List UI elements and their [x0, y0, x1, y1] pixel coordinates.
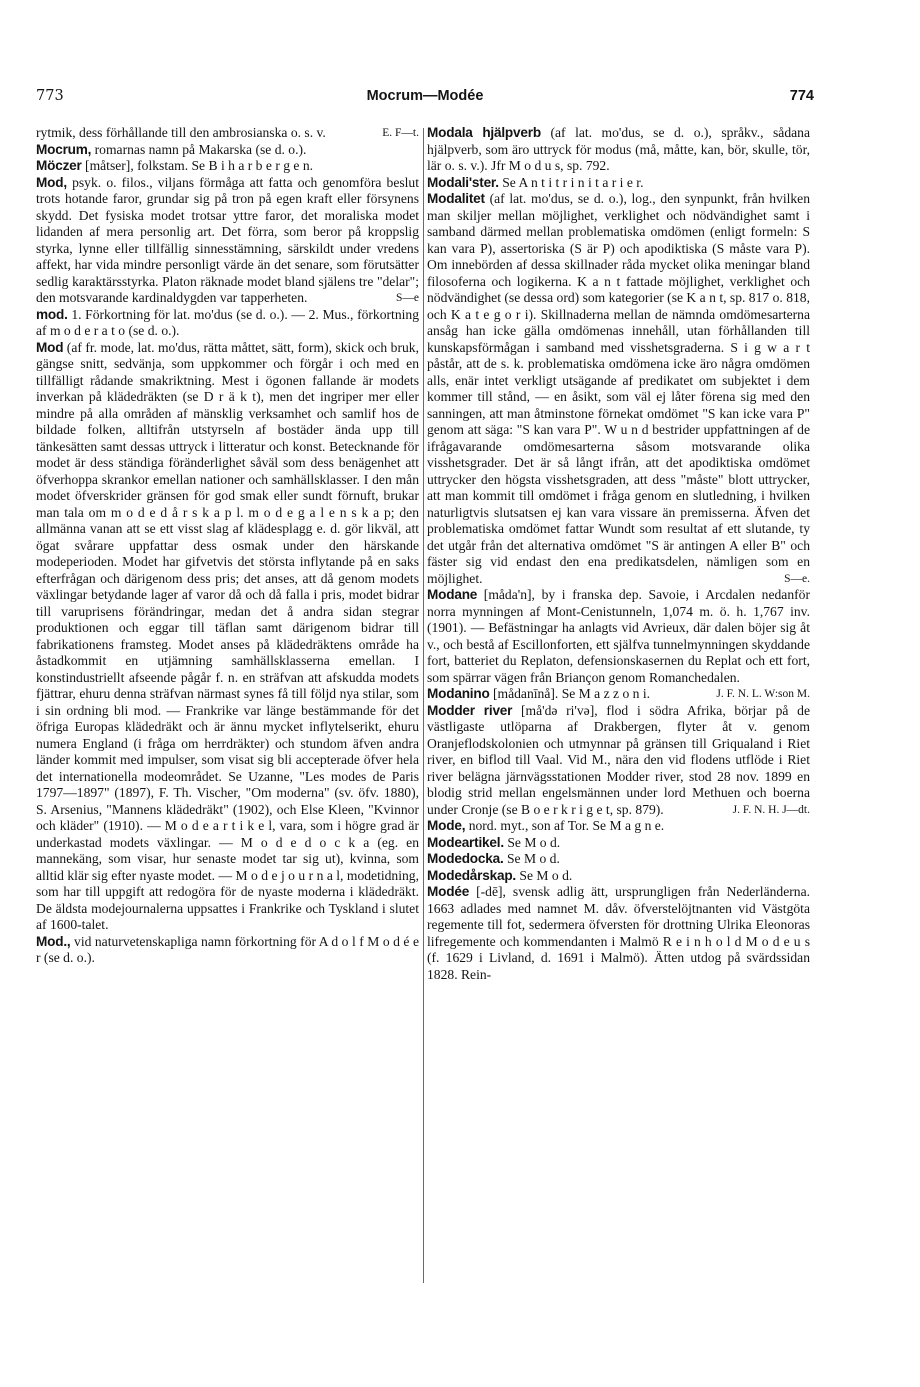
- entry-text: (af lat. mo'dus, se d. o.), språkv., sådana hjälpverb, som äro uttryck för modus (må, måtte, kan, bör, skulle, tör, lär o. s. v.). Jfr M o d u s, sp. 792.: [427, 125, 810, 173]
- entry-modalitet: [427, 191, 810, 587]
- entry-mod-abbr: [36, 307, 419, 340]
- entry-text: Se M o d.: [519, 867, 573, 883]
- page-header: [36, 88, 814, 110]
- entry-text: Se M o d.: [506, 851, 560, 866]
- entry-text: [må'də ri'və], flod i södra Afrika, börjar på de västligaste utlöparna af Drakbergen, flyter åt v. genom Oranjeflodskolonien och utmynnar på gränsen till Griqualand i Riet river, en biflod till Vaal. Vid M., nära den vid flodens utflöde i Riet river belägna järnvägsstationen Modder river, stod 28 nov. 1899 en blodig strid mellan engelsmännen under lord Methuen och boerna under Cronje (se B o e r k r i g e t, sp. 879).: [427, 702, 810, 817]
- entry-headword: Modeartikel.: [427, 834, 504, 850]
- entry-modee: [427, 884, 810, 983]
- entry-text: Se A n t i t r i n i t a r i e r.: [502, 174, 644, 190]
- entry-headword: Mode,: [427, 818, 466, 833]
- running-title: Mocrum—Modée: [366, 88, 484, 104]
- author-signature: S—e: [396, 292, 419, 304]
- left-column: [36, 125, 419, 1265]
- entry-headword: Mod.,: [36, 933, 71, 949]
- entry-headword: Möczer: [36, 158, 82, 173]
- entry-mocrum: [36, 142, 419, 159]
- entry-headword: Modedocka.: [427, 851, 504, 866]
- entry-mod-psyk: [36, 175, 419, 307]
- entry-headword: Modanino: [427, 686, 490, 701]
- entry-text: Se M o d.: [507, 834, 561, 850]
- page-number-left: 773: [36, 88, 64, 104]
- entry-modedarskap: [427, 868, 810, 885]
- entry-text: 1. Förkortning för lat. mo'dus (se d. o.). — 2. Mus., förkortning af m o d e r a t o (se d. o.).: [36, 306, 419, 338]
- author-signature: J. F. N. L. W:son M.: [716, 688, 810, 700]
- entry-text: (af fr. mode, lat. mo'dus, rätta måttet, sätt, form), skick och bruk, gängse snitt, sedvänja, som uppkommer och förgår i och med en tillfälligt rådande smakriktning. Mest i ögonen fallande är modets inverkan på klädedräkten (se D r ä k t), men det ingriper mer eller mindre på alla områden af mänsklig verksamhet och samlif hos de bildade folken, alltifrån utstyrseln af bostäder ända upp till tänkesätten samt dessas uttryck i litteratur och konst. Betecknande för modet är dess ständiga föränderlighet såväl som dess benägenhet att öfverhoppa skrankor emellan nationer och samhällsklasser. I den mån modet öfverskrider gränsen för god smak eller sundt förnuft, brukar man tala om m o d e d å r s k a p l. m o d e g a l e n s k a p; den allmänna vanan att se ett visst slag af klädesplagg e. d. gör likväl, att ögat svårare uppfattar dess osmak under den härskande modeperioden. Modet har gifvetvis det största inflytande på en saks efterfrågan och därigenom dess pris; det anses, att då genom modets växlingar betydande lager af varor då och då falla i pris, modet bidrar till varuprisens förändringar, medan det å andra sidan stegrar produktionen och eggar till täflan samt därigenom bidrar till fabrikationens framsteg. Modet anses på klädedräktens område ha åstadkommit en utjämning samhällsklasserna emellan. I konstindustriellt afseende pågår f. n. en sträfvan att afskudda modets fjättrar, ehuru denna sträfvan närmast synes få till följd nya stilar, som i sin ordning bli mod. — Frankrike var länge bestämmande för det öfriga Europas klädedräkt och är ännu mycket inflytelserikt, ehuru numera England (i fråga om herrdräkter) och stundom äfven andra länder kommit med impulser, som visat sig bli accepterade öfver hela det internationella modeområdet. Se Uzanne, "Les modes de Paris 1797—1897" (1897), F. Th. Vischer, "Om moderna" (sv. öfv. 1880), S. Arsenius, "Mannens klädedräkt" (1902), och Else Kleen, "Kvinnor och kläder" (1910). — M o d e a r t i k e l, vara, som i högre grad är underkastad modets växlingar. — M o d e d o c k a (eg. en mannekäng, som visar, hur senaste modet tar sig ut), kvinna, som alltid klär sig efter nyaste modet. — M o d e j o u r n a l, modetidning, som har till uppgift att redogöra för de nyaste moderna i klädedräkt. De äldsta modejournalerna uppsattes i Frankrike och Tyskland i slutet af 1600-talet.: [36, 339, 419, 932]
- column-divider: [423, 128, 424, 1283]
- entry-headword: Modder river: [427, 702, 513, 718]
- entry-text: rytmik, dess förhållande till den ambrosianska o. s. v.: [36, 125, 326, 140]
- entry-headword: Mod,: [36, 174, 67, 190]
- entry-moczer: [36, 158, 419, 175]
- entry-headword: Mocrum,: [36, 141, 92, 157]
- entry-text: nord. myt., son af Tor. Se M a g n e.: [468, 818, 665, 833]
- entry-headword: Modali'ster.: [427, 174, 499, 190]
- entry-headword: Modalitet: [427, 191, 485, 206]
- entry-text: [måda'n], by i franska dep. Savoie, i Arcdalen nedanför norra mynningen af Mont-Cenistunneln, 1,074 m. ö. h. 1,767 inv. (1901). — Befästningar ha anlagts vid Avrieux, där dalen böjer sig åt v., och bestå af Escillonforten, ett själfva tunnelmynningen skyddande fort, batteriet du Replaton, defensionskasernen du Replat och ett fort, som spärrar vägen från Briançon genom Romanchedalen.: [427, 587, 810, 685]
- entry-text: [måtser], folkstam. Se B i h a r b e r g e n.: [85, 158, 314, 173]
- page-number-right: 774: [789, 88, 814, 104]
- entry-modeartikel: [427, 835, 810, 852]
- entry-modalister: [427, 175, 810, 192]
- entry-text: vid naturvetenskapliga namn förkortning för A d o l f M o d é e r (se d. o.).: [36, 933, 419, 965]
- entry-text: (af lat. mo'dus, se d. o.), log., den synpunkt, från hvilken man skiljer mellan möjlighet, verklighet och nödvändighet samt i samband därmed mellan problematiska omdömen (enligt formeln: S kan vara P), assertoriska (S är P) och apodiktiska (S måste vara P). Om innebörden af dessa skillnader råda mycket olika meningar bland filosoferna och logikerna. K a n t fattade möjlighet, verklighet och nödvändighet (se dessa ord) som kategorier (se K a n t, sp. 817 o. 818, och K a t e g o r i). Skillnaderna mellan de nämnda omdömesarterna ansåg han icke gälla omdömenas innehåll, utan förhållanden till kunskapsförmågan i samband med visshetsgraderna. S i g w a r t påstår, att de s. k. problematiska omdömena icke äro några omdömen alls, enär intet verkligt utsägande af predikatet om subjektet i dem kommer till stånd, — en åsikt, som väl ej låter förena sig med den sanningen, att man åtminstone förnekat omdömet "S kan icke vara P" genom att säga: "S kan vara P". W u n d bestrider uppfattningen af de ifrågavarande omdömesarterna såsom motsvarande olika visshetsgrader. Det är så långt ifrån, att det apodiktiska omdömet uttrycker den högsta visshetsgraden, att dess "måste" blott uttrycker, att man kommit till omdömet i fråga genom en slutledning, i hvilken naturligtvis slutsatsen ej kan vara vissare än premisserna. Äfven det problematiska omdömet fattar Wundt som resultat af ett slutande, ty det utgår från det alternativa omdömet "S är antingen A eller B" och fäster sig vid endast den ena predikatsdelen, nämligen som en möjlighet.: [427, 191, 810, 586]
- entry-headword: Modée: [427, 884, 470, 899]
- entry-headword: Mod: [36, 339, 64, 355]
- author-signature: J. F. N. H. J—dt.: [732, 803, 810, 816]
- right-column: [427, 125, 810, 1265]
- entry-rytmik: [36, 125, 419, 142]
- entry-mod-nat: [36, 934, 419, 967]
- entry-headword: Modala hjälpverb: [427, 125, 541, 140]
- entry-modala: [427, 125, 810, 175]
- entry-text: [-dē], svensk adlig ätt, ursprungligen från Nederländerna. 1663 adlades med namnet M. dåv. öfverstelöjtnanten vid Västgöta regemente till fot, sedermera öfversten för drottning Ulrika Eleonoras lifregemente och kommendanten i Malmö R e i n h o l d M o d e u s (f. 1629 i Livland, d. 1691 i Malmö). Ätten utdog på svärdssidan 1828. Rein-: [427, 884, 810, 982]
- author-signature: E. F—t.: [382, 127, 419, 139]
- entry-headword: mod.: [36, 306, 68, 322]
- entry-text: psyk. o. filos., viljans förmåga att fatta och genomföra beslut trots hotande faror, grundar sig på tron på egen kraft eller försynens skydd. Det fysiska modet trotsar yttre faror, det moraliska modet lidanden af mera personlig art. Det förra, som beror på kroppslig styrka, lynne eller tillfällig sinnesstämning, särskildt under vredens affekt, har vida mindre personligt värde än det senare, som förutsätter sedlig karaktärsstyrka. Platon räknade modet bland själens tre "delar"; den motsvarande kardinaldygden var tapperheten.: [36, 174, 419, 305]
- entry-modedocka: [427, 851, 810, 868]
- author-signature: S—e.: [784, 572, 810, 585]
- entry-modder: [427, 703, 810, 819]
- entry-text: [mådanīnå]. Se M a z z o n i.: [493, 686, 651, 701]
- entry-mod-mode: [36, 340, 419, 934]
- entry-text: romarnas namn på Makarska (se d. o.).: [94, 141, 307, 157]
- entry-headword: Modedårskap.: [427, 867, 517, 883]
- entry-headword: Modane: [427, 587, 478, 602]
- entry-mode: [427, 818, 810, 835]
